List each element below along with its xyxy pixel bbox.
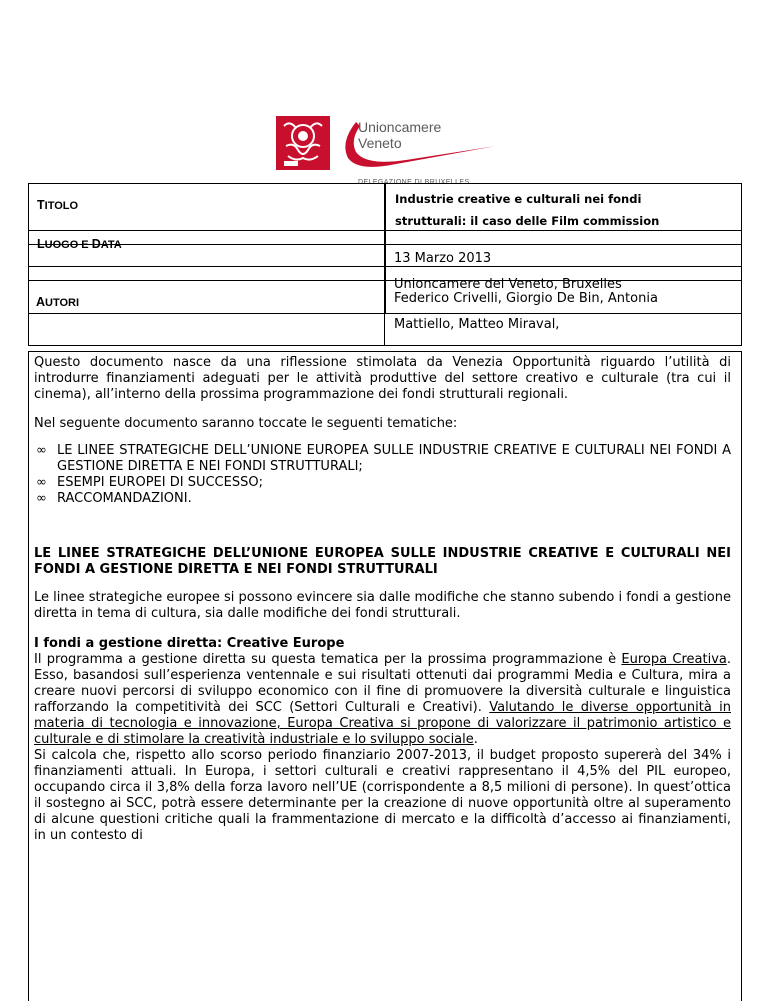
bullet-icon: ∞ [36,443,47,458]
list-item: ∞ ESEMPI EUROPEI DI SUCCESSO; [36,475,263,490]
intro-paragraph: Questo documento nasce da una riflessione stimolata da Venezia Opportunità riguardo l’utilità di introdurre finanziamenti adeguati per le attività produttive del settore creativo e culturale (tra cui il cinema), all’interno della prossima programmazione dei fondi strutturali regionali. [34,355,731,402]
list-item: ∞ LE LINEE STRATEGICHE DELL’UNIONE EUROPEA SULLE INDUSTRIE CREATIVE E CULTURALI NEI FONDI A GESTIONE DIRETTA E NEI FONDI STRUTTURALI; [36,443,731,474]
paragraph-budget: Si calcola che, rispetto allo scorso periodo finanziario 2007-2013, il budget proposto supererà del 34% i finanziamenti attuali. In Europa, i settori culturali e creativi rappresentano il 4,5% del PIL europeo, occupando circa il 3,8% della forza lavoro nell’UE (corrispondente a 8,5 milioni di persone). In quest’ottica il sostegno ai SCC, potrà essere determinante per la creazione di nuove opportunità oltre al superamento di alcune questioni critiche quali la frammentazione di mercato e la difficoltà d’accesso ai finanziamenti, in un contesto di [34,748,731,843]
logo-delegation: DELEGAZIONE DI BRUXELLES [358,179,470,186]
title-value: Industrie creative e culturali nei fondi strutturali: il caso delle Film commission [395,192,660,228]
authors-label: AUTORI [36,295,80,309]
section-heading: LE LINEE STRATEGICHE DELL’UNIONE EUROPEA SULLE INDUSTRIE CREATIVE E CULTURALI NEI FONDI A GESTIONE DIRETTA E NEI FONDI STRUTTURALI [34,546,731,577]
subsection-heading: I fondi a gestione diretta: Creative Europe [34,636,345,651]
paragraph-creative-europe: Il programma a gestione diretta su questa tematica per la prossima programmazione è Europa Creativa. Esso, basandosi sull’esperienza ventennale e sui risultati ottenuti dai programmi Media e Cultura, mira a creare nuovi percorsi di sviluppo economico con il fine di promuovere la diversità culturale e linguistica rafforzando la competitività dei SCC (Settori Culturali e Creativi). Valutando le diverse opportunità in materia di tecnologia e innovazione, Europa Creativa si propone di valorizzare il patrimonio artistico e culturale e di stimolare la creatività industriale e lo sviluppo sociale. [34,652,731,747]
logo-name-line2: Veneto [358,135,402,151]
logo-name [358,119,441,151]
underlined-sentence: Valutando le diverse opportunità in materia di tecnologia e innovazione, Europa Creativa si propone di valorizzare il patrimonio artistico e culturale e di stimolare la creatività industriale e lo sviluppo sociale [34,700,731,747]
list-item: ∞ RACCOMANDAZIONI. [36,491,192,506]
title-label: TITOLO [37,198,79,212]
logo-name-line1: Unioncamere [358,119,442,135]
bullet-icon: ∞ [36,491,47,506]
place-date-value: 13 Marzo 2013 Unioncamere del Veneto, Bruxelles [394,251,622,292]
europa-creativa-link[interactable]: Europa Creativa [621,652,727,667]
list-intro: Nel seguente documento saranno toccate le seguenti tematiche: [34,416,458,431]
table-frame [28,183,742,346]
authors-value: Federico Crivelli, Giorgio De Bin, Antonia Mattiello, Matteo Miraval, [394,291,658,332]
place-date-label: LUOGO E DATA [37,237,122,251]
table-divider [384,183,385,346]
lion-of-st-mark-icon [276,116,330,170]
bullet-icon: ∞ [36,475,47,490]
document-body [34,355,731,844]
topics-list [34,443,731,507]
section-intro: Le linee strategiche europee si possono evincere sia dalle modifiche che stanno subendo i fondi a gestione diretta in tema di cultura, sia dalle modifiche dei fondi strutturali. [34,590,731,621]
